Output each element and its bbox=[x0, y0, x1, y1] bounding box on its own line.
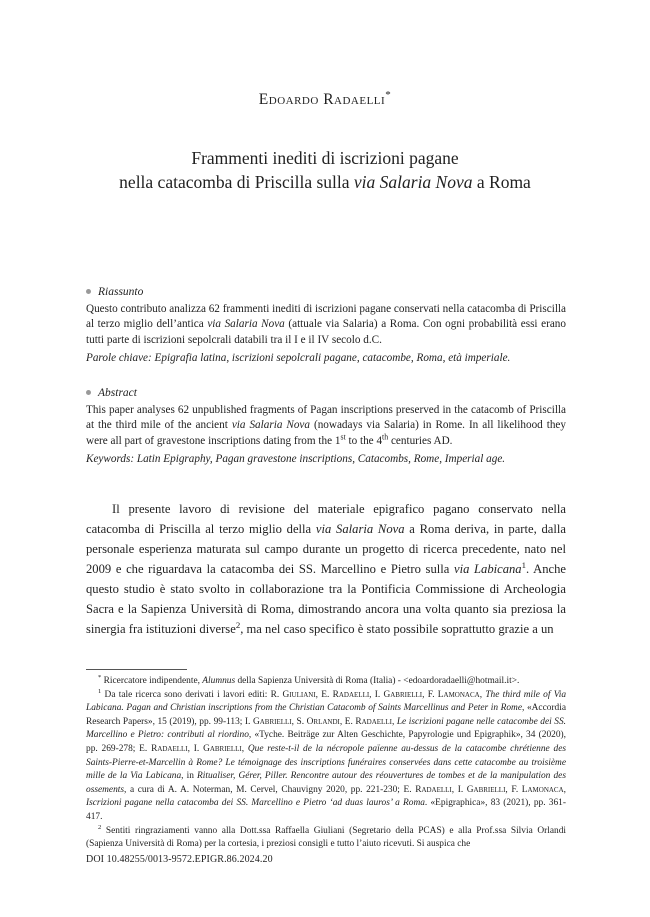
bullet-icon bbox=[86, 289, 91, 294]
footnote-1: $^1$ Da tale ricerca sono derivati i lavori editi: R. Giuliani, E. Radaelli, I. Gabrielli, F. Lamonaca, The third mile of Via Labicana. Pagan and Christian inscriptions from the Christian Catacomb of Saints Marcellinus and Peter in Rome, «Accordia Research Papers», 15 (2019), pp. 99-113; I. Gabrielli, S. Orlandi, E. Radaelli, Le iscrizioni pagane nelle catacombe dei SS. Marcellino e Pietro: contributi al riordino, «Tyche. Beiträge zur Alten Geschichte, Papyrologie und Epigraphik», 34 (2020), pp. 269-278; E. Radaelli, I. Gabrielli, Que reste-t-il de la nécropole païenne au-dessus de la catacombe chrétienne des Saints-Pierre-et-Marcellin à Rome? Le témoignage des inscriptions funéraires conservées dans cette catacombe au troisième mille de la Via Labicana, in Ritualiser, Gérer, Piller. Rencontre autour des réouvertures de tombes et de la manipulation des ossements, a cura di A. A. Noterman, M. Cervel, Chauvigny 2020, pp. 221-230; E. Radaelli, I. Gabrielli, F. Lamonaca, Iscrizioni pagane nella catacomba dei SS. Marcellino e Pietro ‘ad duas lauros’ a Roma. «Epigraphica», 83 (2021), pp. 361-417. bbox=[86, 687, 567, 822]
abstract-text: This paper analyses 62 unpublished fragments of Pagan inscriptions preserved in the catacomb of Priscilla at the third mile of the ancient via Salaria Nova (nowadays via Salaria) in Rome. In all likelihood they were all part of gravestone inscriptions dating from the 1st to the 4th centuries AD. bbox=[86, 403, 566, 447]
riassunto-heading: Riassunto bbox=[86, 285, 566, 301]
abstract-keywords: Keywords: Latin Epigraphy, Pagan gravestone inscriptions, Catacombs, Rome, Imperial age. bbox=[86, 453, 506, 466]
author-first-name: Edoardo bbox=[258, 91, 319, 108]
article-title bbox=[0, 146, 650, 194]
footnote-ref-1[interactable]: 1 bbox=[521, 559, 527, 570]
bullet-icon bbox=[86, 390, 91, 395]
doi-identifier: DOI 10.48255/0013-9572.EPIGR.86.2024.20 bbox=[86, 854, 273, 865]
author-last-name: Radaelli bbox=[323, 91, 386, 108]
title-line-2: nella catacomba di Priscilla sulla via Salaria Nova a Roma bbox=[119, 172, 531, 192]
abstract-section bbox=[86, 386, 566, 468]
riassunto-keywords: Parole chiave: Epigrafia latina, iscrizioni sepolcrali pagane, catacombe, Roma, età imperiale. bbox=[86, 352, 511, 365]
footnote-ref-2[interactable]: 2 bbox=[235, 619, 241, 630]
footnote-2: $^2$ Sentiti ringraziamenti vanno alla Dott.ssa Raffaella Giuliani (Segretario della PCAS) e alla Prof.ssa Silvia Orlandi (Sapienza Università di Roma) per la cortesia, i preziosi consigli e tutto l’aiuto ricevuti. Si auspica che bbox=[86, 823, 566, 850]
abstract-heading: Abstract bbox=[86, 386, 566, 402]
author-name bbox=[0, 88, 650, 109]
author-footnote-mark: * bbox=[385, 88, 392, 101]
footnote-divider bbox=[86, 669, 187, 670]
riassunto-section bbox=[86, 285, 566, 367]
title-line-1: Frammenti inediti di iscrizioni pagane bbox=[191, 148, 459, 168]
footnote-star: * Ricercatore indipendente, Alumnus della Sapienza Università di Roma (Italia) - <edoardoradaelli@hotmail.it>. bbox=[98, 673, 520, 686]
riassunto-text: Questo contributo analizza 62 frammenti inediti di iscrizioni pagane conservati nella catacomba di Priscilla al terzo miglio dell’antica via Salaria Nova (attuale via Salaria) a Roma. Con ogni probabilità essi erano tutti parte di iscrizioni sepolcrali databili tra il I e il IV secolo d.C. bbox=[86, 302, 566, 346]
body-paragraph: Il presente lavoro di revisione del materiale epigrafico pagano conservato nella catacomba di Priscilla al terzo miglio della via Salaria Nova a Roma deriva, in parte, dalla personale esperienza maturata sul campo durante un progetto di ricerca precedente, nato nel 2009 e che riguardava la catacomba dei SS. Marcellino e Pietro sulla via Labicana$^1$. Anche questo studio è stato svolto in collaborazione tra la Pontificia Commissione di Archeologia Sacra e la Sapienza Università di Roma, dimostrando ancora una volta quanto sia preziosa la sinergia fra istituzioni diverse$^2$, ma nel caso specifico è stato possibile soprattutto grazie a un bbox=[86, 502, 566, 636]
footnotes bbox=[86, 675, 566, 852]
